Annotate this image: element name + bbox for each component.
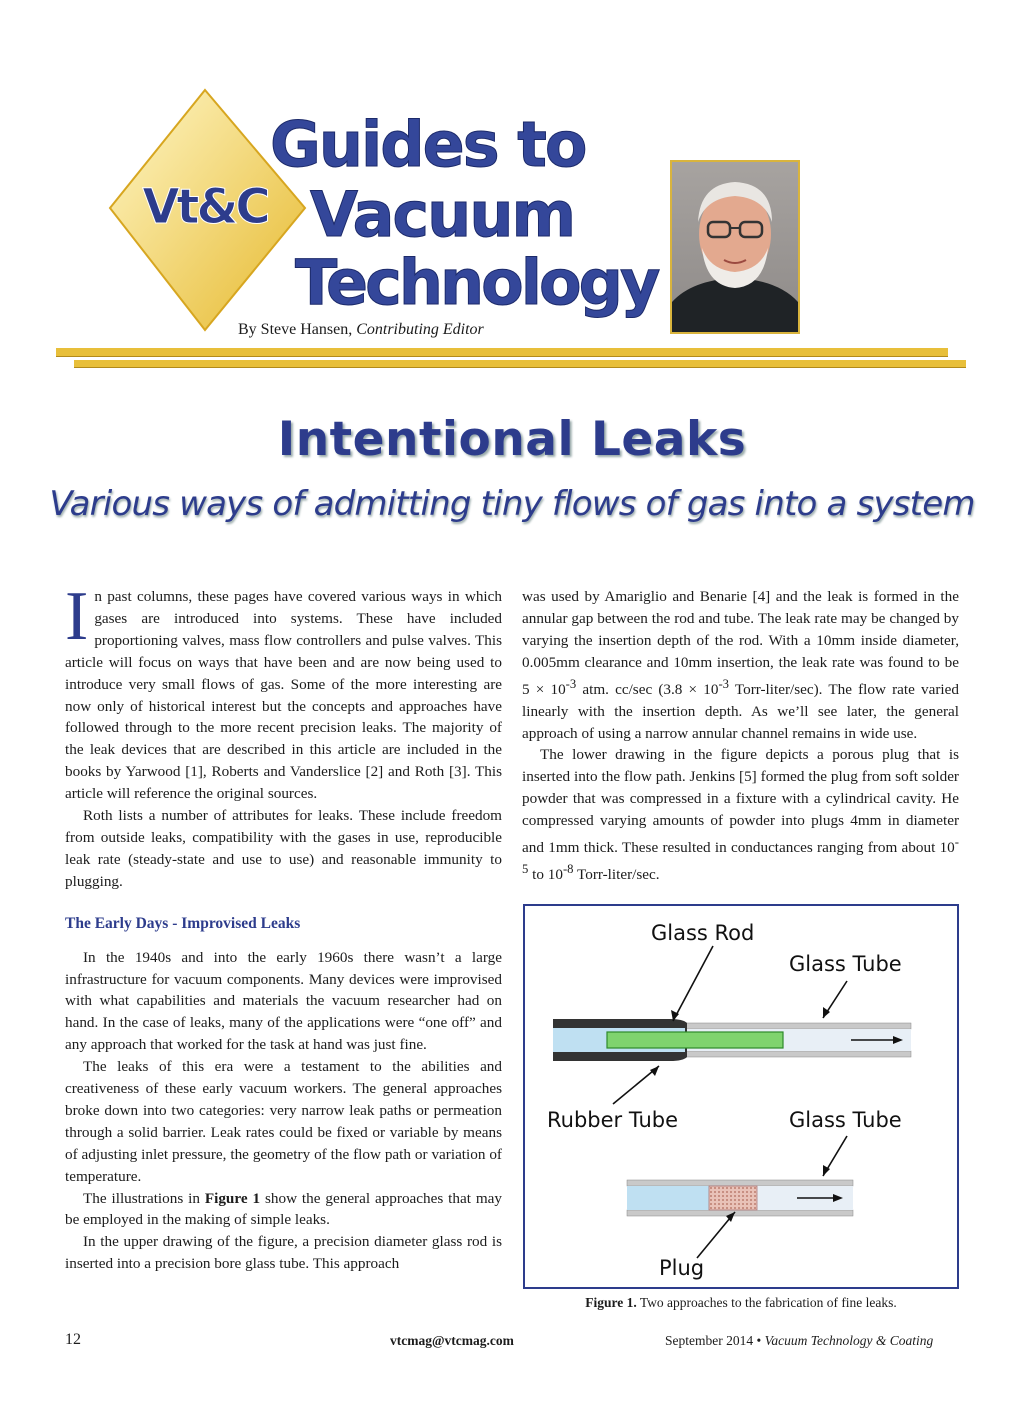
paragraph-annular-gap: [522, 586, 959, 744]
text-segment: was used by Amariglio and Benarie [4] and the leak is formed in the annular gap between the rod and tube. The leak rate may be changed by varying the insertion depth of the rod. With a 10mm inside diameter, 0.005mm clearance and 10mm insertion, the leak rate was found to be 5 × 10: [522, 588, 959, 698]
figure-caption: [523, 1295, 959, 1311]
footer-email[interactable]: vtcmag@vtcmag.com: [390, 1333, 514, 1348]
paragraph-attributes: Roth lists a number of attributes for leaks. These include freedom from outside leaks, compatibility with the gases in use, reproducible leak rate (steady-state and use to use) and reasonable immunity to plugging.: [65, 807, 502, 890]
logo-mark: Vt&C: [142, 179, 268, 235]
header-rule-bottom: [74, 360, 966, 368]
figure-reference: Figure 1: [204, 1189, 261, 1207]
left-column: [65, 578, 502, 1275]
logo-title-line3: Technology: [295, 246, 658, 319]
glass-tube-lower-top-wall: [627, 1180, 853, 1186]
article-subtitle: Various ways of admitting tiny flows of gas into a system: [49, 484, 975, 524]
page-number: 12: [65, 1331, 81, 1348]
text-segment: Torr-liter/sec). The flow rate varied linearly with the insertion depth. As we’ll see later, the general approach of using a narrow annular channel remains in wide use.: [522, 680, 959, 742]
paragraph-porous-plug: [522, 744, 959, 886]
logo-title-line2: Vacuum: [310, 178, 575, 251]
label-glass-tube-bottom: Glass Tube: [789, 1108, 902, 1132]
bullet-separator: •: [756, 1333, 762, 1348]
section-heading: The Early Days - Improvised Leaks: [65, 914, 301, 932]
text-segment: to 10: [528, 866, 563, 884]
text-segment: The lower drawing in the figure depicts a porous plug that is inserted into the flow path. Jenkins [5] formed the plug from soft solder powder that was compressed in a fixture with a cylindrical cavity. He compressed varying amounts of powder into plugs 4mm in diameter and 1mm thick. These resulted in conductances ranging from about 10: [522, 746, 959, 857]
pointer-glass-rod: [673, 946, 713, 1021]
exponent: -3: [565, 676, 577, 691]
logo-title-line1: Guides to: [270, 108, 586, 181]
text-segment: Torr-liter/sec.: [573, 866, 660, 884]
porous-plug: [709, 1186, 757, 1210]
label-glass-rod: Glass Rod: [651, 921, 755, 945]
label-rubber-tube: Rubber Tube: [547, 1108, 679, 1132]
author-portrait-icon: [672, 162, 798, 332]
article-title: Intentional Leaks: [277, 412, 747, 467]
caption-text: Two approaches to the fabrication of fine leaks.: [636, 1295, 897, 1310]
glass-tube-lower-bottom-wall: [627, 1210, 853, 1216]
header-rule-top: [56, 348, 948, 357]
glass-tube-bottom-wall: [685, 1051, 911, 1057]
exponent: -3: [718, 676, 729, 691]
text-segment: atm. cc/sec (3.8 × 10: [576, 680, 719, 698]
magazine-name: Vacuum Technology & Coating: [764, 1333, 934, 1348]
glass-tube-top-wall: [685, 1023, 911, 1029]
paragraph-era: The leaks of this era were a testament to the abilities and creativeness of these early vacuum workers. The general approaches broke down into two categories: very narrow leak paths or permeation through a solid barrier. Leak rates could be fixed or variable by means of adjusting inlet pressure, the geometry of the flow path or variation of temperature.: [65, 1058, 502, 1185]
exponent: -8: [562, 862, 574, 876]
figure-1: [523, 904, 959, 1289]
byline-author: By Steve Hansen,: [238, 321, 357, 338]
byline: [238, 321, 484, 339]
footer-issue: [665, 1333, 933, 1349]
text-segment: show the general approaches that may be employed in the making of simple leaks.: [65, 1189, 502, 1229]
label-glass-tube-top: Glass Tube: [789, 952, 902, 976]
intro-text: n past columns, these pages have covered various ways in which gases are introduced into systems. These have included proportioning valves, mass flow controllers and pulse valves. This article will focus on ways that have been and are now being used to introduce very small flows of gas. Some of the more interesting are now only of historical interest but the concepts and approaches have followed through to the more recent precision leaks. The majority of the leak devices that are described in this article are included in the books by Yarwood [1], Roberts and Vanderslice [2] and Roth [3]. This article will reference the original sources.: [65, 588, 502, 803]
byline-role: Contributing Editor: [356, 321, 484, 338]
paragraph-upper-drawing: In the upper drawing of the figure, a precision diameter glass rod is inserted into a precision bore glass tube. This approach: [65, 1233, 502, 1273]
lower-drawing: [627, 1136, 853, 1258]
right-column: [522, 586, 959, 886]
author-photo: [670, 160, 800, 334]
intro-paragraph: [65, 578, 502, 805]
guides-logo: [105, 88, 665, 338]
text-segment: The illustrations in: [83, 1189, 205, 1207]
glass-rod: [607, 1032, 783, 1048]
exponent: -5: [522, 835, 959, 876]
issue-date: September 2014: [665, 1333, 754, 1348]
paragraph-illustrations: [65, 1188, 502, 1232]
gas-inlet-lower: [627, 1186, 709, 1210]
label-plug: Plug: [659, 1256, 705, 1280]
drop-cap: I: [65, 578, 89, 655]
caption-label: Figure 1.: [585, 1295, 637, 1310]
paragraph-early-days: In the 1940s and into the early 1960s there wasn’t a large infrastructure for vacuum components. Many devices were improvised with what capabilities and materials the vacuum researcher had on hand. In the case of leaks, many of the applications were “one off” and any approach that worked for the task at hand was just fine.: [65, 948, 502, 1054]
